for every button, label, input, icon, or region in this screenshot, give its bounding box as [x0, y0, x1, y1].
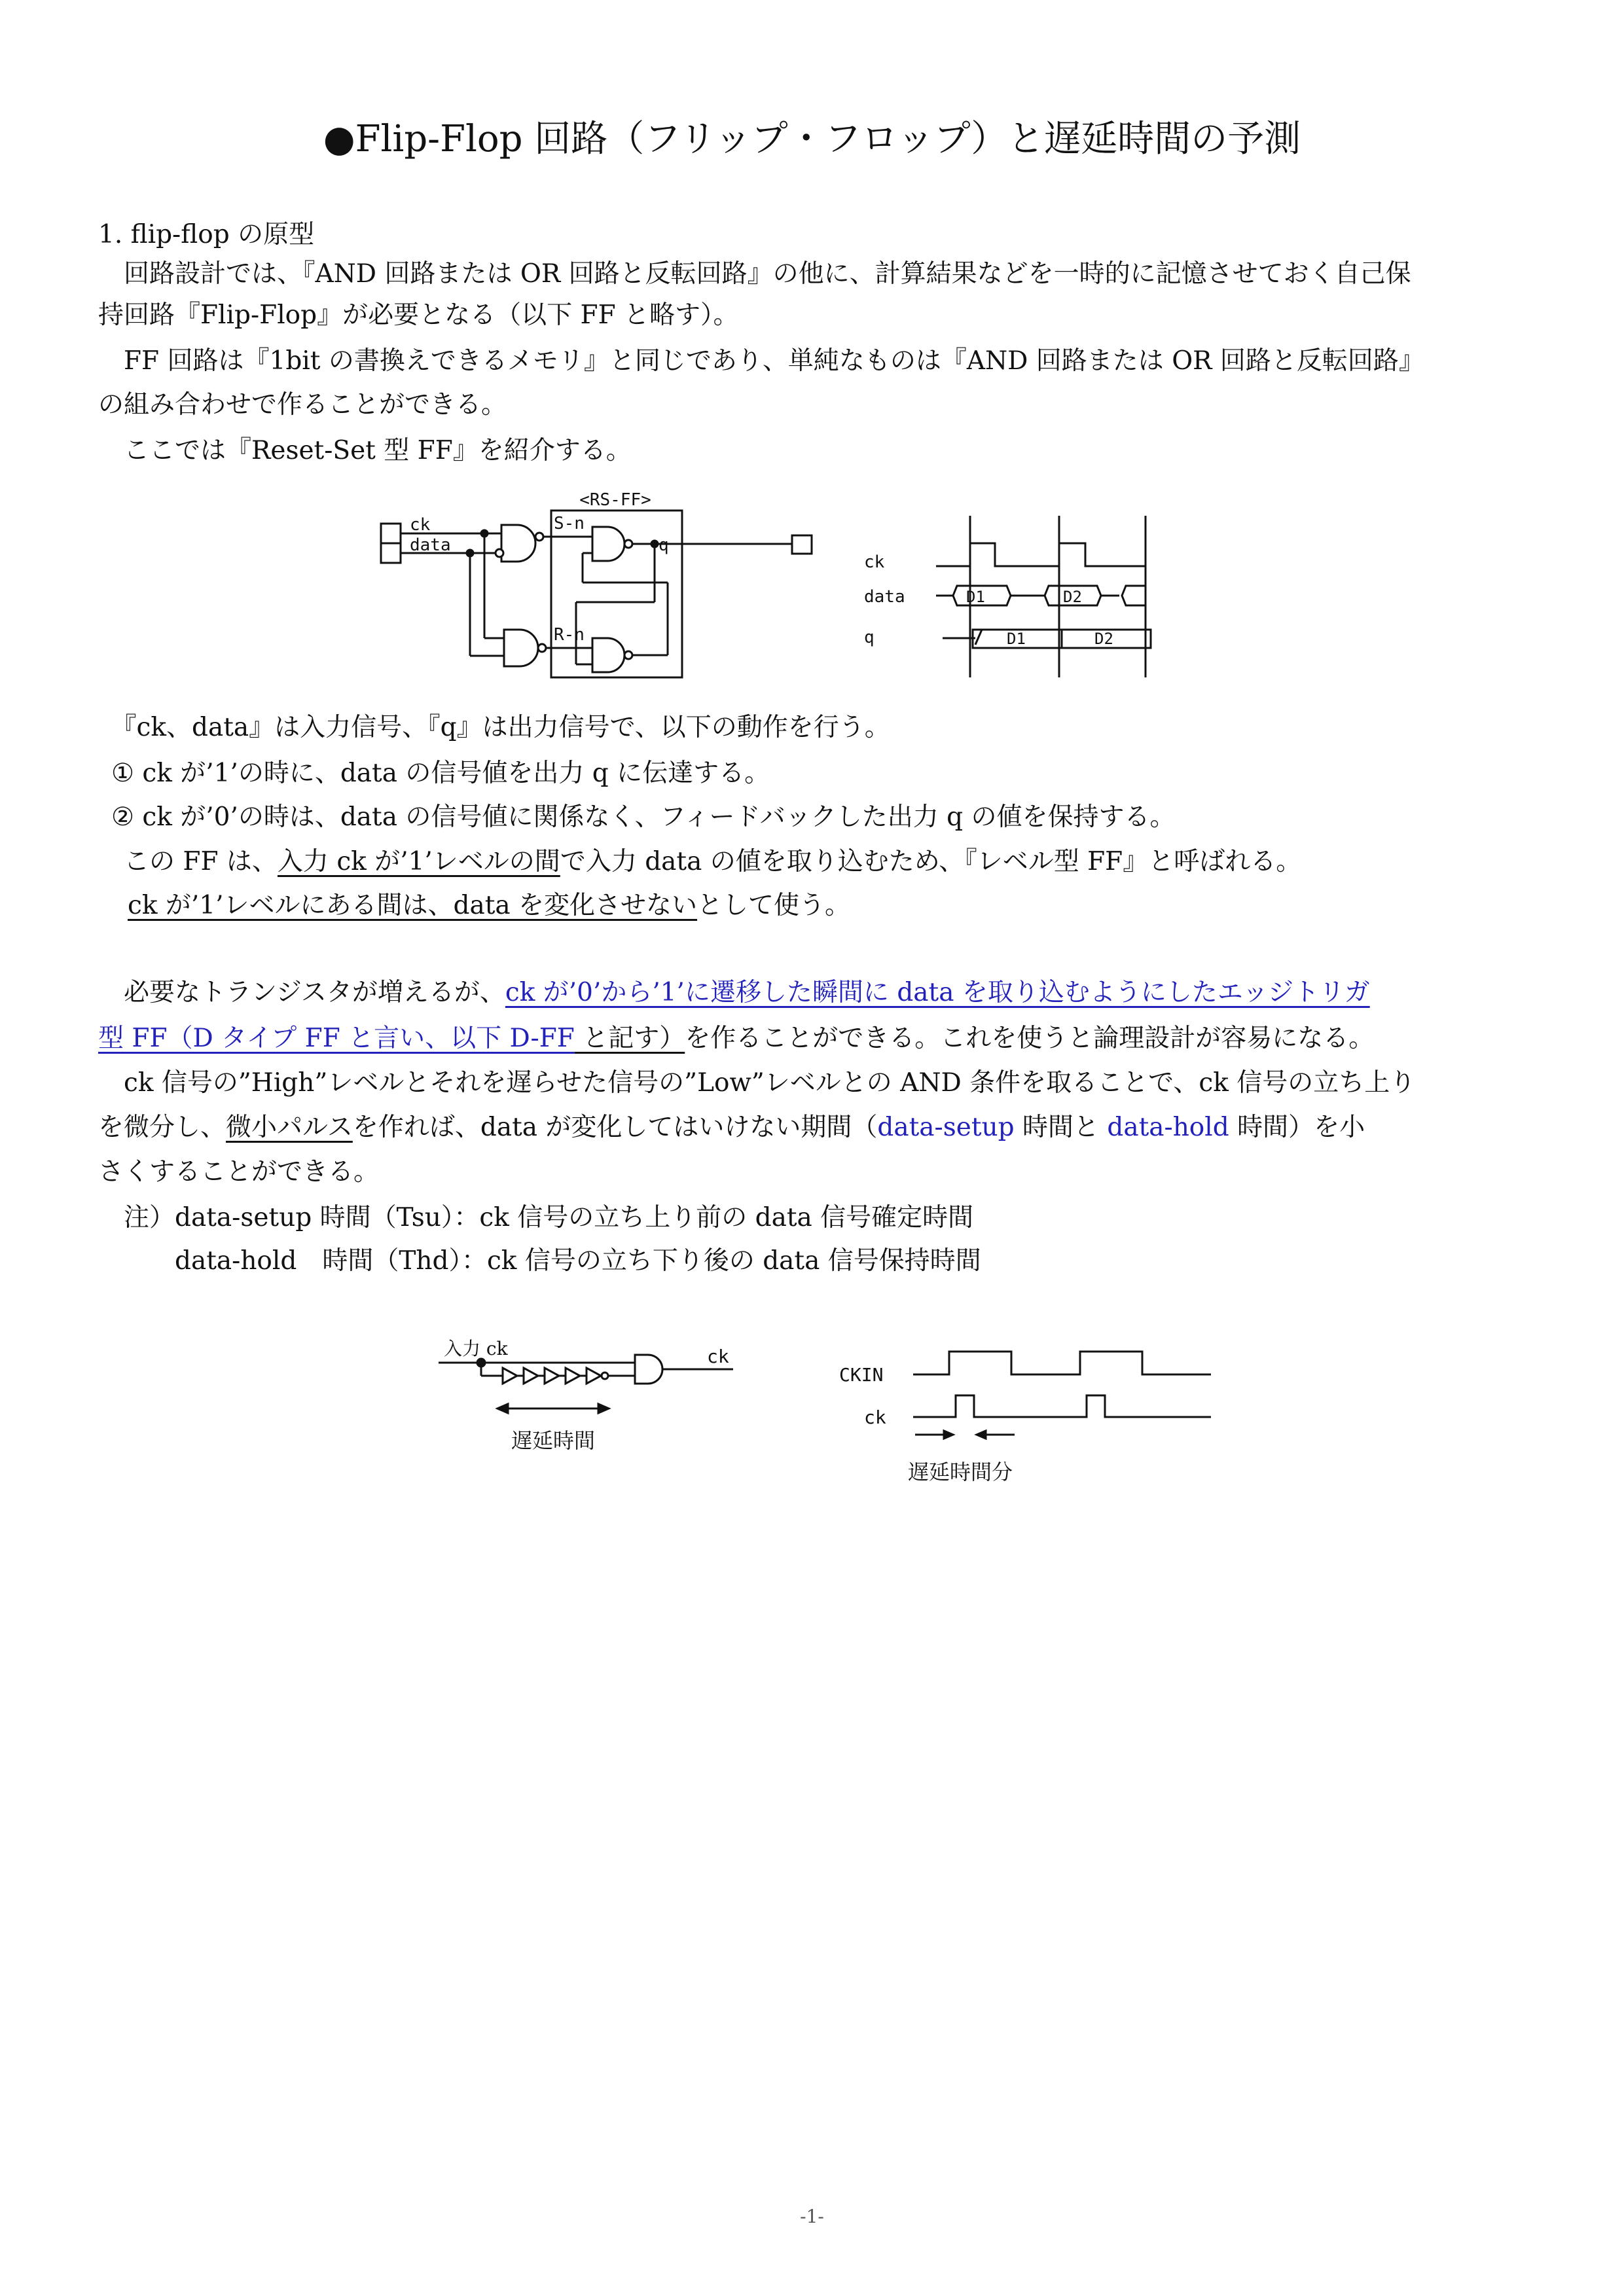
rsff-title: <RS-FF> [579, 490, 651, 510]
highlighted-text: ck が’0’から’1’に遷移した瞬間に data を取り込むようにしたエッジトリガ [505, 978, 1370, 1007]
note-line: 注）data-setup 時間（Tsu）：ck 信号の立ち上り前の data 信号確定時間 [98, 1203, 974, 1232]
text-span: を作ることができる。これを使うと論理設計が容易になる。 [685, 1024, 1375, 1053]
setup-term: data-setup [877, 1113, 1015, 1142]
text-span: として使う。 [697, 891, 851, 920]
rsff-timing-diagram [857, 504, 1185, 681]
rsff-circuit-diagram [367, 484, 838, 681]
q-d1-label: D1 [1007, 630, 1026, 648]
sn-label: S-n [554, 514, 585, 533]
highlighted-text: 型 FF（D タイプ FF と言い、以下 [98, 1024, 510, 1053]
timing-data-label: data [864, 587, 905, 607]
text-span: を作れば、data が変化してはいけない期間（ [352, 1113, 878, 1142]
page-number: -1- [800, 2206, 824, 2227]
note-line: data-hold 時間（Thd）：ck 信号の立ち下り後の data 信号保持時間 [98, 1246, 981, 1276]
text-span: 時間と [1014, 1113, 1108, 1142]
timing-q-label: q [864, 628, 875, 647]
output-ck-label: ck [707, 1346, 729, 1367]
input-ck-label: 入力 ck [444, 1338, 508, 1359]
ck-label: ck [410, 515, 431, 535]
text-span: 必要なトランジスタが増えるが、 [98, 978, 505, 1007]
delay-amount-label: 遅延時間分 [907, 1460, 1013, 1484]
timing-ck-label: ck [864, 552, 885, 572]
data-d1-label: D1 [966, 588, 985, 606]
paragraph-line: の組み合わせで作ることができる。 [98, 390, 507, 420]
text-span: この FF は、 [98, 847, 278, 876]
underlined-text: 微小パルス [226, 1113, 353, 1142]
rn-label: R-n [554, 625, 585, 645]
paragraph-line [98, 975, 1545, 1011]
paragraph-line: さくすることができる。 [98, 1157, 380, 1187]
ckin-label: CKIN [839, 1364, 884, 1386]
data-d2-label: D2 [1063, 588, 1082, 606]
paragraph-line [98, 844, 1545, 880]
list-item: ① ck が’1’の時に、data の信号値を出力 q に伝達する。 [111, 759, 770, 788]
paragraph-line: 回路設計では、『AND 回路または OR 回路と反転回路』の他に、計算結果などを一時的に記憶させておく自己保 [98, 259, 1411, 289]
delay-label: 遅延時間 [511, 1428, 596, 1453]
section-heading: 1. flip-flop の原型 [98, 220, 315, 249]
page-title: ●Flip-Flop 回路（フリップ・フロップ）と遅延時間の予測 [323, 118, 1301, 160]
list-item: ② ck が’0’の時は、data の信号値に関係なく、フィードバックした出力 q の値を保持する。 [111, 802, 1176, 832]
paragraph-line [98, 1110, 1545, 1145]
paragraph-line: 『ck、data』は入力信号、『q』は出力信号で、以下の動作を行う。 [98, 713, 890, 742]
paragraph-line [128, 888, 1574, 924]
underlined-text: と記す） [574, 1024, 685, 1053]
data-label: data [410, 535, 451, 555]
paragraph-line: FF 回路は『1bit の書換えできるメモリ』と同じであり、単純なものは『AND 回路または OR 回路と反転回路』 [98, 346, 1424, 376]
delay-timing-diagram [831, 1335, 1224, 1492]
timing-ck-label2: ck [864, 1407, 886, 1428]
paragraph-line: ここでは『Reset-Set 型 FF』を紹介する。 [98, 436, 632, 465]
hold-term: data-hold [1107, 1113, 1229, 1142]
q-d2-label: D2 [1094, 630, 1113, 648]
underlined-text: 入力 ck が’1’レベルの間 [277, 847, 560, 876]
paragraph-line [98, 1021, 1545, 1056]
q-label: q [659, 535, 669, 555]
text-span: を微分し、 [98, 1113, 226, 1142]
dff-term: D-FF [509, 1024, 575, 1053]
paragraph-line: 持回路『Flip-Flop』が必要となる（以下 FF と略す）。 [98, 300, 739, 330]
underlined-text: ck が’1’レベルにある間は、data を変化させない [128, 891, 698, 920]
text-span: 時間）を小 [1229, 1113, 1365, 1142]
text-span: で入力 data の値を取り込むため、『レベル型 FF』と呼ばれる。 [560, 847, 1302, 876]
paragraph-line: ck 信号の”High”レベルとそれを遅らせた信号の”Low”レベルとの AND 条件を取ることで、ck 信号の立ち上り [98, 1068, 1416, 1098]
delay-circuit-diagram [432, 1322, 759, 1460]
